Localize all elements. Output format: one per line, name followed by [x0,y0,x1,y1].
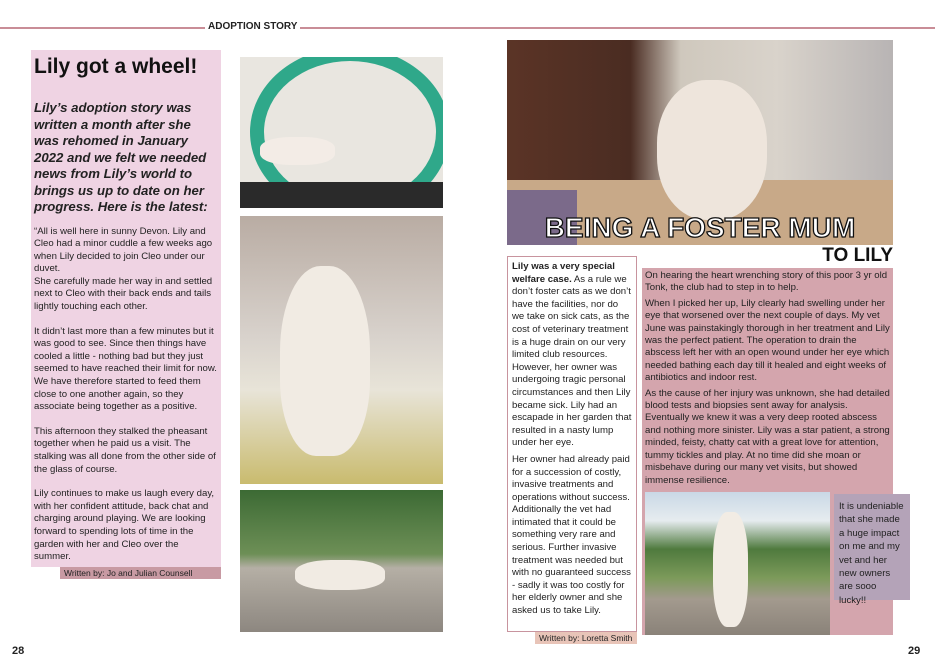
photo-cat-bed [240,216,443,484]
pull-quote: It is undeniable that she made a huge impact on me and my vet and her new owners are sooo lucky!! [834,494,910,600]
page-number: 28 [12,645,25,657]
paragraph: Lily continues to make us laugh every day, with her confident attitude, back chat and charging around playing. We are looking forward to spending lots of time in the garden with her and Cleo over the summer. [34,488,215,563]
headline: BEING A FOSTER MUM [544,212,856,243]
story-box [31,50,221,567]
section-label: ADOPTION STORY [205,21,300,32]
article-title: Lily got a wheel! [34,55,198,78]
photo-cat-wheel [240,57,443,208]
paragraph: As a rule we don’t foster cats as we don’t have the facilities, nor do we take on sick cats, as the cost of veterinary treatment is a huge drain on our very limited club resources. However, her owner was undergoing tragic personal circumstances and then Lily became sick. Lily had an escapade in her garden that resulted in a nasty lump under her eye. [512,273,632,449]
story-column [31,50,221,579]
paragraph: It didn’t last more than a few minutes but it was good to see. Since then things have cooled a little - nothing bad but they just seemed to have reached their limit for now. We have therefore started to feed them close to one another again, so they associate being together as a positive. [34,325,217,413]
byline: Written by: Loretta Smith [535,632,637,644]
paragraph: On hearing the heart wrenching story of this poor 3 yr old Tonk, the club had to step in to help. [645,270,888,294]
header-rule-right [296,27,935,29]
paragraph: When I picked her up, Lily clearly had swelling under her eye that worsened over the next couple of days. My vet June was painstakingly thorough in her treatment and Lily was the perfect patient. The operation to drain the abscess left her with an open wound under her eye which needed bathing each day till it healed and eight weeks of antibiotics and indoor rest. [645,297,890,384]
byline: Written by: Jo and Julian Counsell [60,567,221,579]
lead-text: Lily was a very special welfare case. [512,261,615,285]
right-column-wrapper [642,268,904,635]
photo-cat-standing [645,492,830,635]
subheadline: TO LILY [822,245,893,266]
column-right [642,268,893,492]
photo-cat-garden [240,490,443,632]
paragraph: “All is well here in sunny Devon. Lily and Cleo had a minor cuddle a few weeks ago when Lily decided to join Cleo under our duvet. She carefully made her way in and settled next to Cleo with their back ends and tails lightly touching each other. [34,225,213,313]
paragraph: This afternoon they stalked the pheasant together when he paid us a visit. The stalking was all done from the other side of the glass of course. [34,425,216,475]
page-number: 29 [908,645,921,657]
paragraph: Her owner had already paid for a succession of costly, invasive treatments and operations without success. Additionally the vet had intimated that it could be something very rare and serious. Further invasive treatment was needed but with no guaranteed success - sadly it was too costly for her elderly owner and she asked us to take Lily. [512,453,631,617]
left-column-wrapper [507,256,637,644]
header-rule-left [0,27,205,29]
column-left [507,256,637,632]
photo-row [642,492,904,635]
article-intro: Lily’s adoption story was written a month after she was rehomed in January 2022 and we felt we needed news from Lily’s world to brings us up to date on her progress. Here is the latest: [34,100,208,214]
paragraph: As the cause of her injury was unknown, she had detailed blood tests and biopsies sent away for analysis. Eventually we knew it was a very deep rooted abscess and nothing more sinister. Lily was a star patient, a strong minded, feisty, chatty cat with a great love for attention, tummy tickles and play. At no time did she moan or misbehave during our many vet visits, but showed immense resilience. [645,387,890,486]
